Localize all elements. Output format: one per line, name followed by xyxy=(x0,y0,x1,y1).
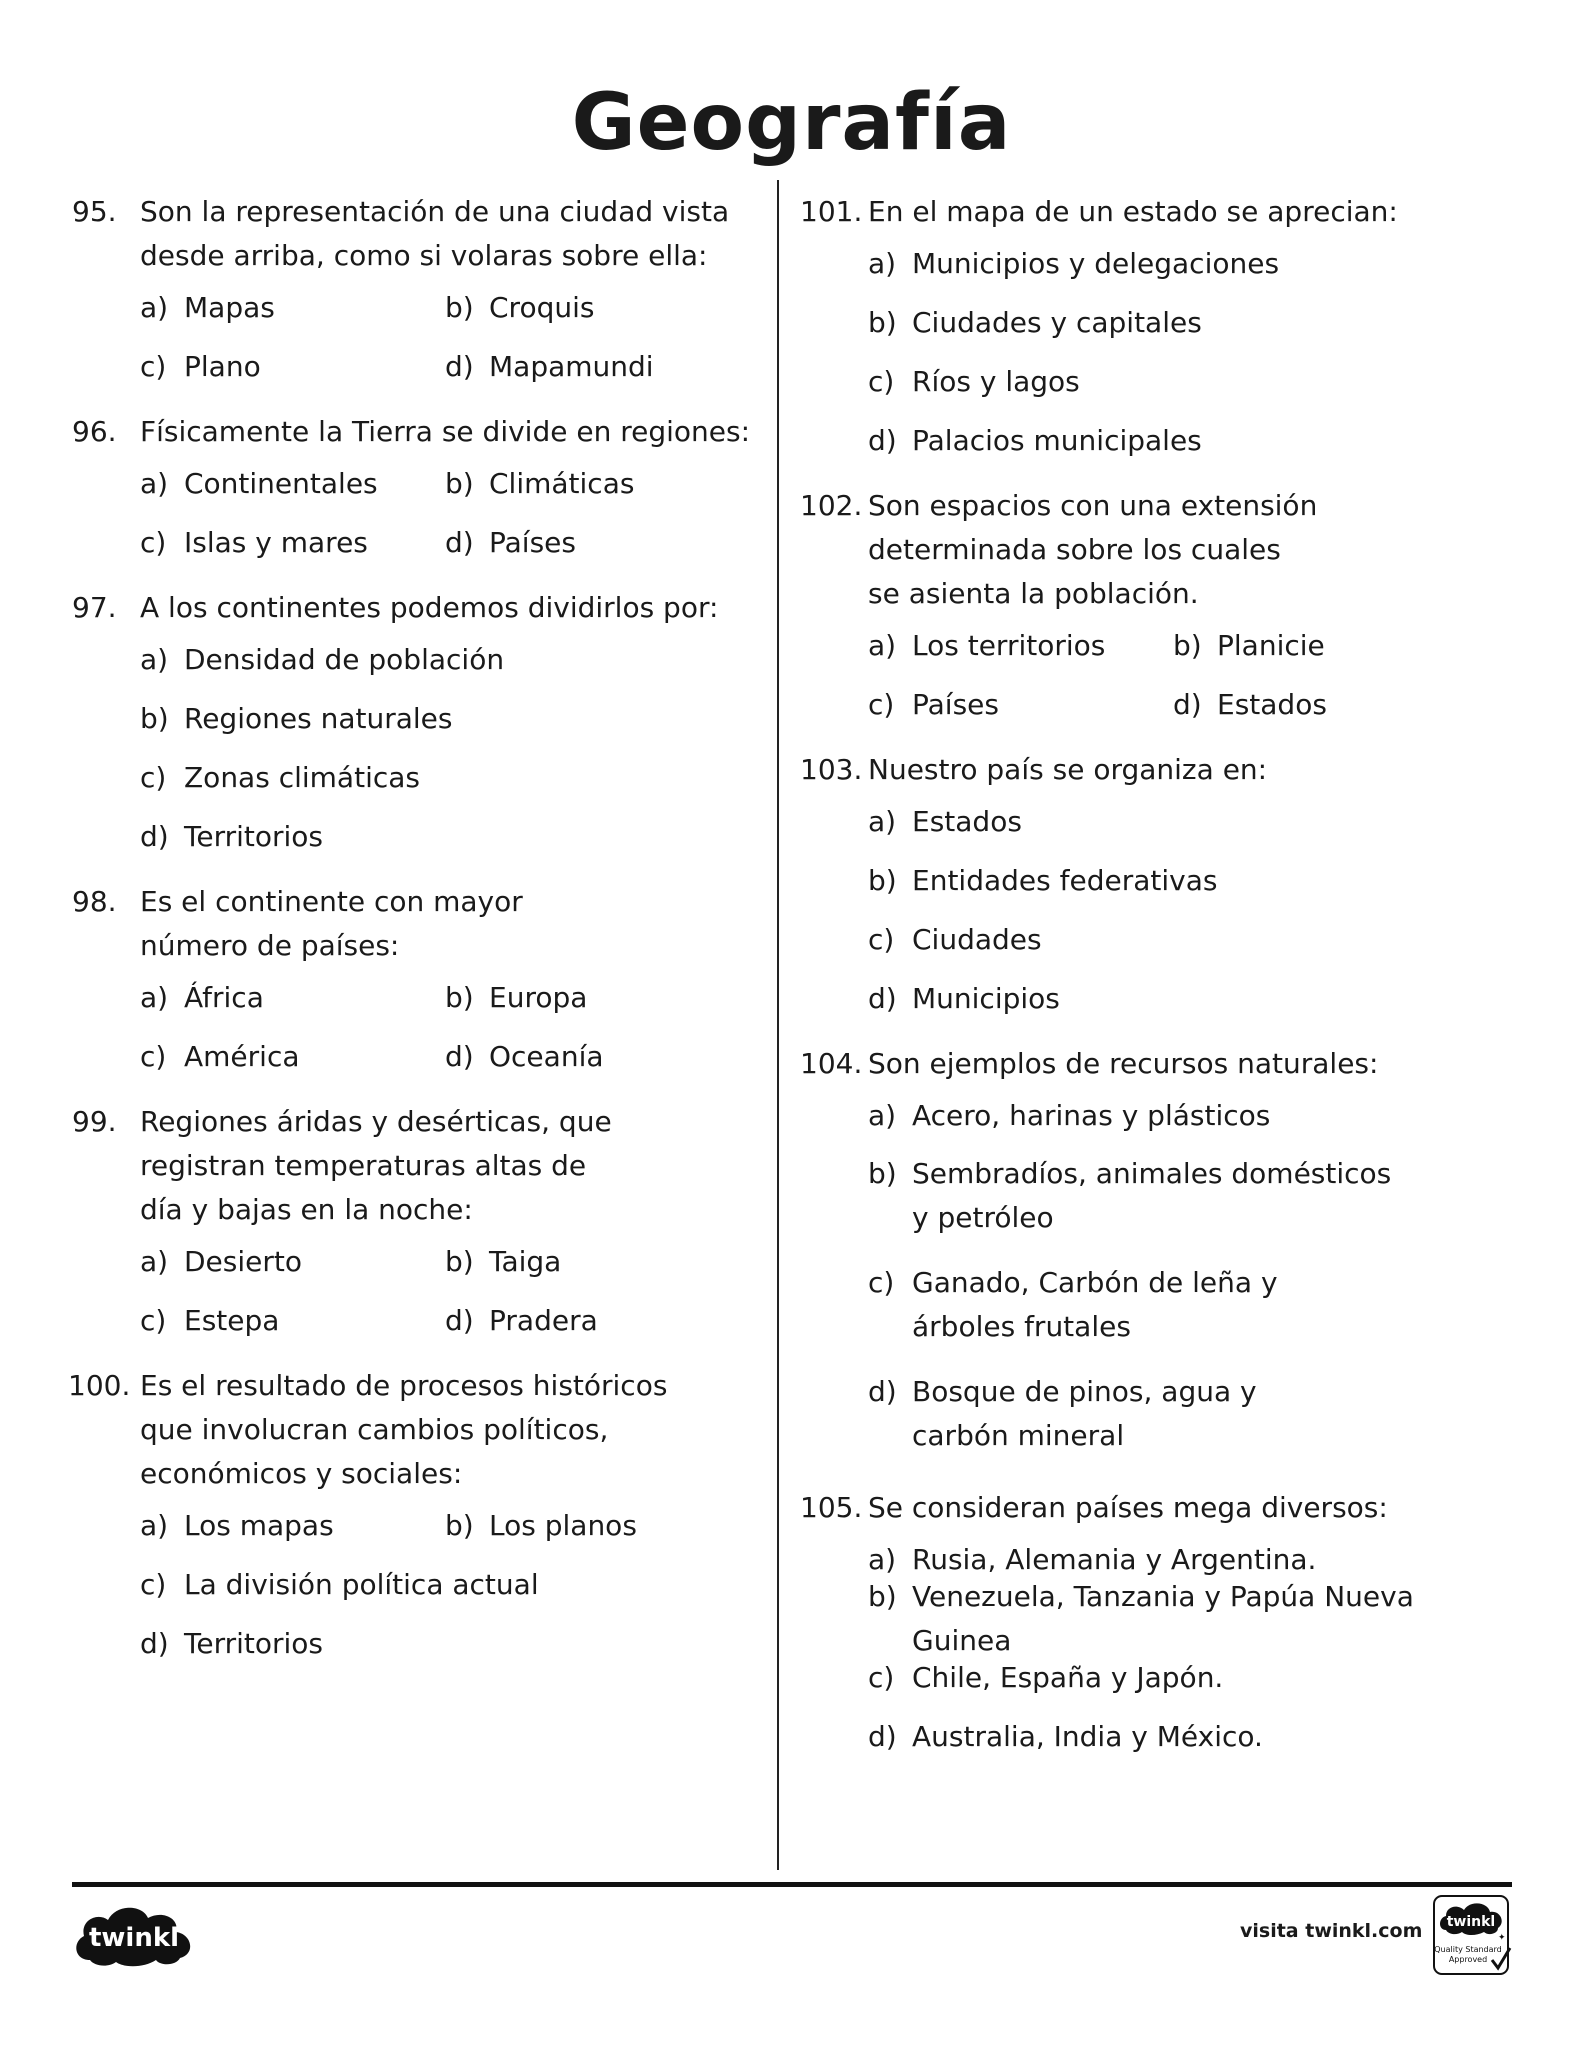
options xyxy=(868,1530,1520,1766)
option-a: a) Desierto xyxy=(140,1244,303,1278)
question-number: 103. xyxy=(800,753,863,786)
question-line: Nuestro país se organiza en: xyxy=(868,753,1268,786)
question-102 xyxy=(800,484,1520,734)
question-line: En el mapa de un estado se aprecian: xyxy=(868,195,1398,228)
option-b: b) Planicie xyxy=(1173,628,1325,662)
question-text xyxy=(140,1364,752,1496)
question-line: registran temperaturas altas de xyxy=(140,1149,587,1182)
question-text xyxy=(868,1042,1520,1086)
question-number: 96. xyxy=(72,415,117,448)
quality-badge xyxy=(1432,1894,1512,1978)
option-d: d) Palacios municipales xyxy=(868,423,1202,457)
option-c: c) Ciudades xyxy=(868,922,1042,956)
option-b: b) Sembradíos, animales domésticos y petróleo xyxy=(868,1157,1392,1234)
question-line: Físicamente la Tierra se divide en regiones: xyxy=(140,415,751,448)
badge-line-1: Quality Standard xyxy=(1434,1945,1502,1954)
option-b: b) Climáticas xyxy=(445,466,635,500)
option-c: c) Ganado, Carbón de leña y árboles frutales xyxy=(868,1266,1278,1343)
question-number: 105. xyxy=(800,1491,863,1524)
option-d: d) Territorios xyxy=(140,819,324,853)
question-text xyxy=(868,190,1520,234)
option-a: a) Los territorios xyxy=(868,628,1106,662)
question-99 xyxy=(72,1100,752,1350)
options xyxy=(140,968,752,1086)
question-line: económicos y sociales: xyxy=(140,1457,463,1490)
option-a: a) Continentales xyxy=(140,466,378,500)
question-line: Se consideran países mega diversos: xyxy=(868,1491,1388,1524)
option-b: b) Venezuela, Tanzania y Papúa Nueva Guinea xyxy=(868,1579,1414,1657)
question-96 xyxy=(72,410,752,572)
question-text xyxy=(868,748,1520,792)
question-number: 100. xyxy=(68,1369,131,1402)
question-98 xyxy=(72,880,752,1086)
option-c: c) Chile, España y Japón. xyxy=(868,1660,1224,1694)
option-c: c) Estepa xyxy=(140,1303,280,1337)
option-d: d) Pradera xyxy=(445,1303,598,1337)
question-text xyxy=(140,410,752,454)
question-text xyxy=(140,586,752,630)
badge-logo-text: twinkl xyxy=(1446,1914,1496,1930)
question-103 xyxy=(800,748,1520,1028)
option-c: c) Zonas climáticas xyxy=(140,760,420,794)
option-a: a) Acero, harinas y plásticos xyxy=(868,1098,1271,1132)
question-number: 104. xyxy=(800,1047,863,1080)
option-d: d) Municipios xyxy=(868,981,1060,1015)
option-b: b) Los planos xyxy=(445,1508,637,1542)
question-line: se asienta la población. xyxy=(868,577,1199,610)
option-a: a) Estados xyxy=(868,804,1022,838)
option-c: c) América xyxy=(140,1039,300,1073)
question-text xyxy=(140,190,752,278)
options xyxy=(868,1086,1520,1472)
option-c: c) La división política actual xyxy=(140,1567,539,1601)
option-d: d) Territorios xyxy=(140,1626,324,1660)
options xyxy=(140,278,752,396)
question-line: Es el resultado de procesos históricos xyxy=(140,1369,668,1402)
question-text xyxy=(140,1100,752,1232)
option-a: a) África xyxy=(140,980,264,1014)
option-c: c) Plano xyxy=(140,349,261,383)
option-d: d) Australia, India y México. xyxy=(868,1719,1263,1753)
option-d: d) Países xyxy=(445,525,576,559)
option-d: d) Mapamundi xyxy=(445,349,654,383)
options xyxy=(868,234,1520,470)
question-text xyxy=(140,880,752,968)
option-b: b) Ciudades y capitales xyxy=(868,305,1202,339)
option-a: a) Densidad de población xyxy=(140,642,505,676)
question-number: 99. xyxy=(72,1105,117,1138)
question-line: que involucran cambios políticos, xyxy=(140,1413,609,1446)
question-100 xyxy=(68,1364,752,1673)
question-line: Son espacios con una extensión xyxy=(868,489,1318,522)
question-105 xyxy=(800,1486,1520,1766)
options xyxy=(140,1232,752,1350)
column-divider xyxy=(777,180,779,1870)
option-b: b) Europa xyxy=(445,980,588,1014)
option-a: a) Mapas xyxy=(140,290,275,324)
option-b: b) Regiones naturales xyxy=(140,701,453,735)
question-line: Son la representación de una ciudad vista xyxy=(140,195,730,228)
visit-link[interactable]: visita twinkl.com xyxy=(1240,1920,1423,1942)
question-text xyxy=(868,484,1520,616)
options xyxy=(140,630,752,866)
question-number: 97. xyxy=(72,591,117,624)
question-line: Son ejemplos de recursos naturales: xyxy=(868,1047,1379,1080)
option-a: a) Municipios y delegaciones xyxy=(868,246,1280,280)
question-101 xyxy=(800,190,1520,470)
question-line: Es el continente con mayor xyxy=(140,885,523,918)
option-c: c) Países xyxy=(868,687,999,721)
question-line: número de países: xyxy=(140,929,400,962)
star-icon: ✦ xyxy=(1498,1933,1506,1943)
options xyxy=(868,616,1520,734)
question-line: Regiones áridas y desérticas, que xyxy=(140,1105,612,1138)
question-number: 95. xyxy=(72,195,117,228)
options xyxy=(140,454,752,572)
option-c: c) Ríos y lagos xyxy=(868,364,1080,398)
question-text xyxy=(868,1486,1520,1530)
question-line: día y bajas en la noche: xyxy=(140,1193,473,1226)
question-95 xyxy=(72,190,752,396)
option-a: a) Rusia, Alemania y Argentina. xyxy=(868,1542,1317,1576)
option-d: d) Estados xyxy=(1173,687,1327,721)
option-b: b) Taiga xyxy=(445,1244,562,1278)
left-column xyxy=(68,190,752,1687)
question-number: 98. xyxy=(72,885,117,918)
question-104 xyxy=(800,1042,1520,1472)
footer-rule xyxy=(72,1882,1512,1887)
logo-text: twinkl xyxy=(88,1923,180,1953)
option-c: c) Islas y mares xyxy=(140,525,368,559)
twinkl-logo[interactable] xyxy=(72,1898,197,1968)
option-d: d) Bosque de pinos, agua y carbón mineral xyxy=(868,1375,1257,1452)
option-d: d) Oceanía xyxy=(445,1039,604,1073)
option-b: b) Entidades federativas xyxy=(868,863,1218,897)
question-97 xyxy=(72,586,752,866)
badge-line-2: Approved xyxy=(1448,1955,1488,1964)
question-number: 102. xyxy=(800,489,863,522)
question-number: 101. xyxy=(800,195,863,228)
question-line: determinada sobre los cuales xyxy=(868,533,1281,566)
question-line: desde arriba, como si volaras sobre ella: xyxy=(140,239,708,272)
options xyxy=(140,1496,752,1673)
option-b: b) Croquis xyxy=(445,290,595,324)
right-column xyxy=(800,190,1520,1780)
options xyxy=(868,792,1520,1028)
page-title: Geografía xyxy=(571,78,1012,168)
question-line: A los continentes podemos dividirlos por: xyxy=(140,591,719,624)
option-a: a) Los mapas xyxy=(140,1508,334,1542)
